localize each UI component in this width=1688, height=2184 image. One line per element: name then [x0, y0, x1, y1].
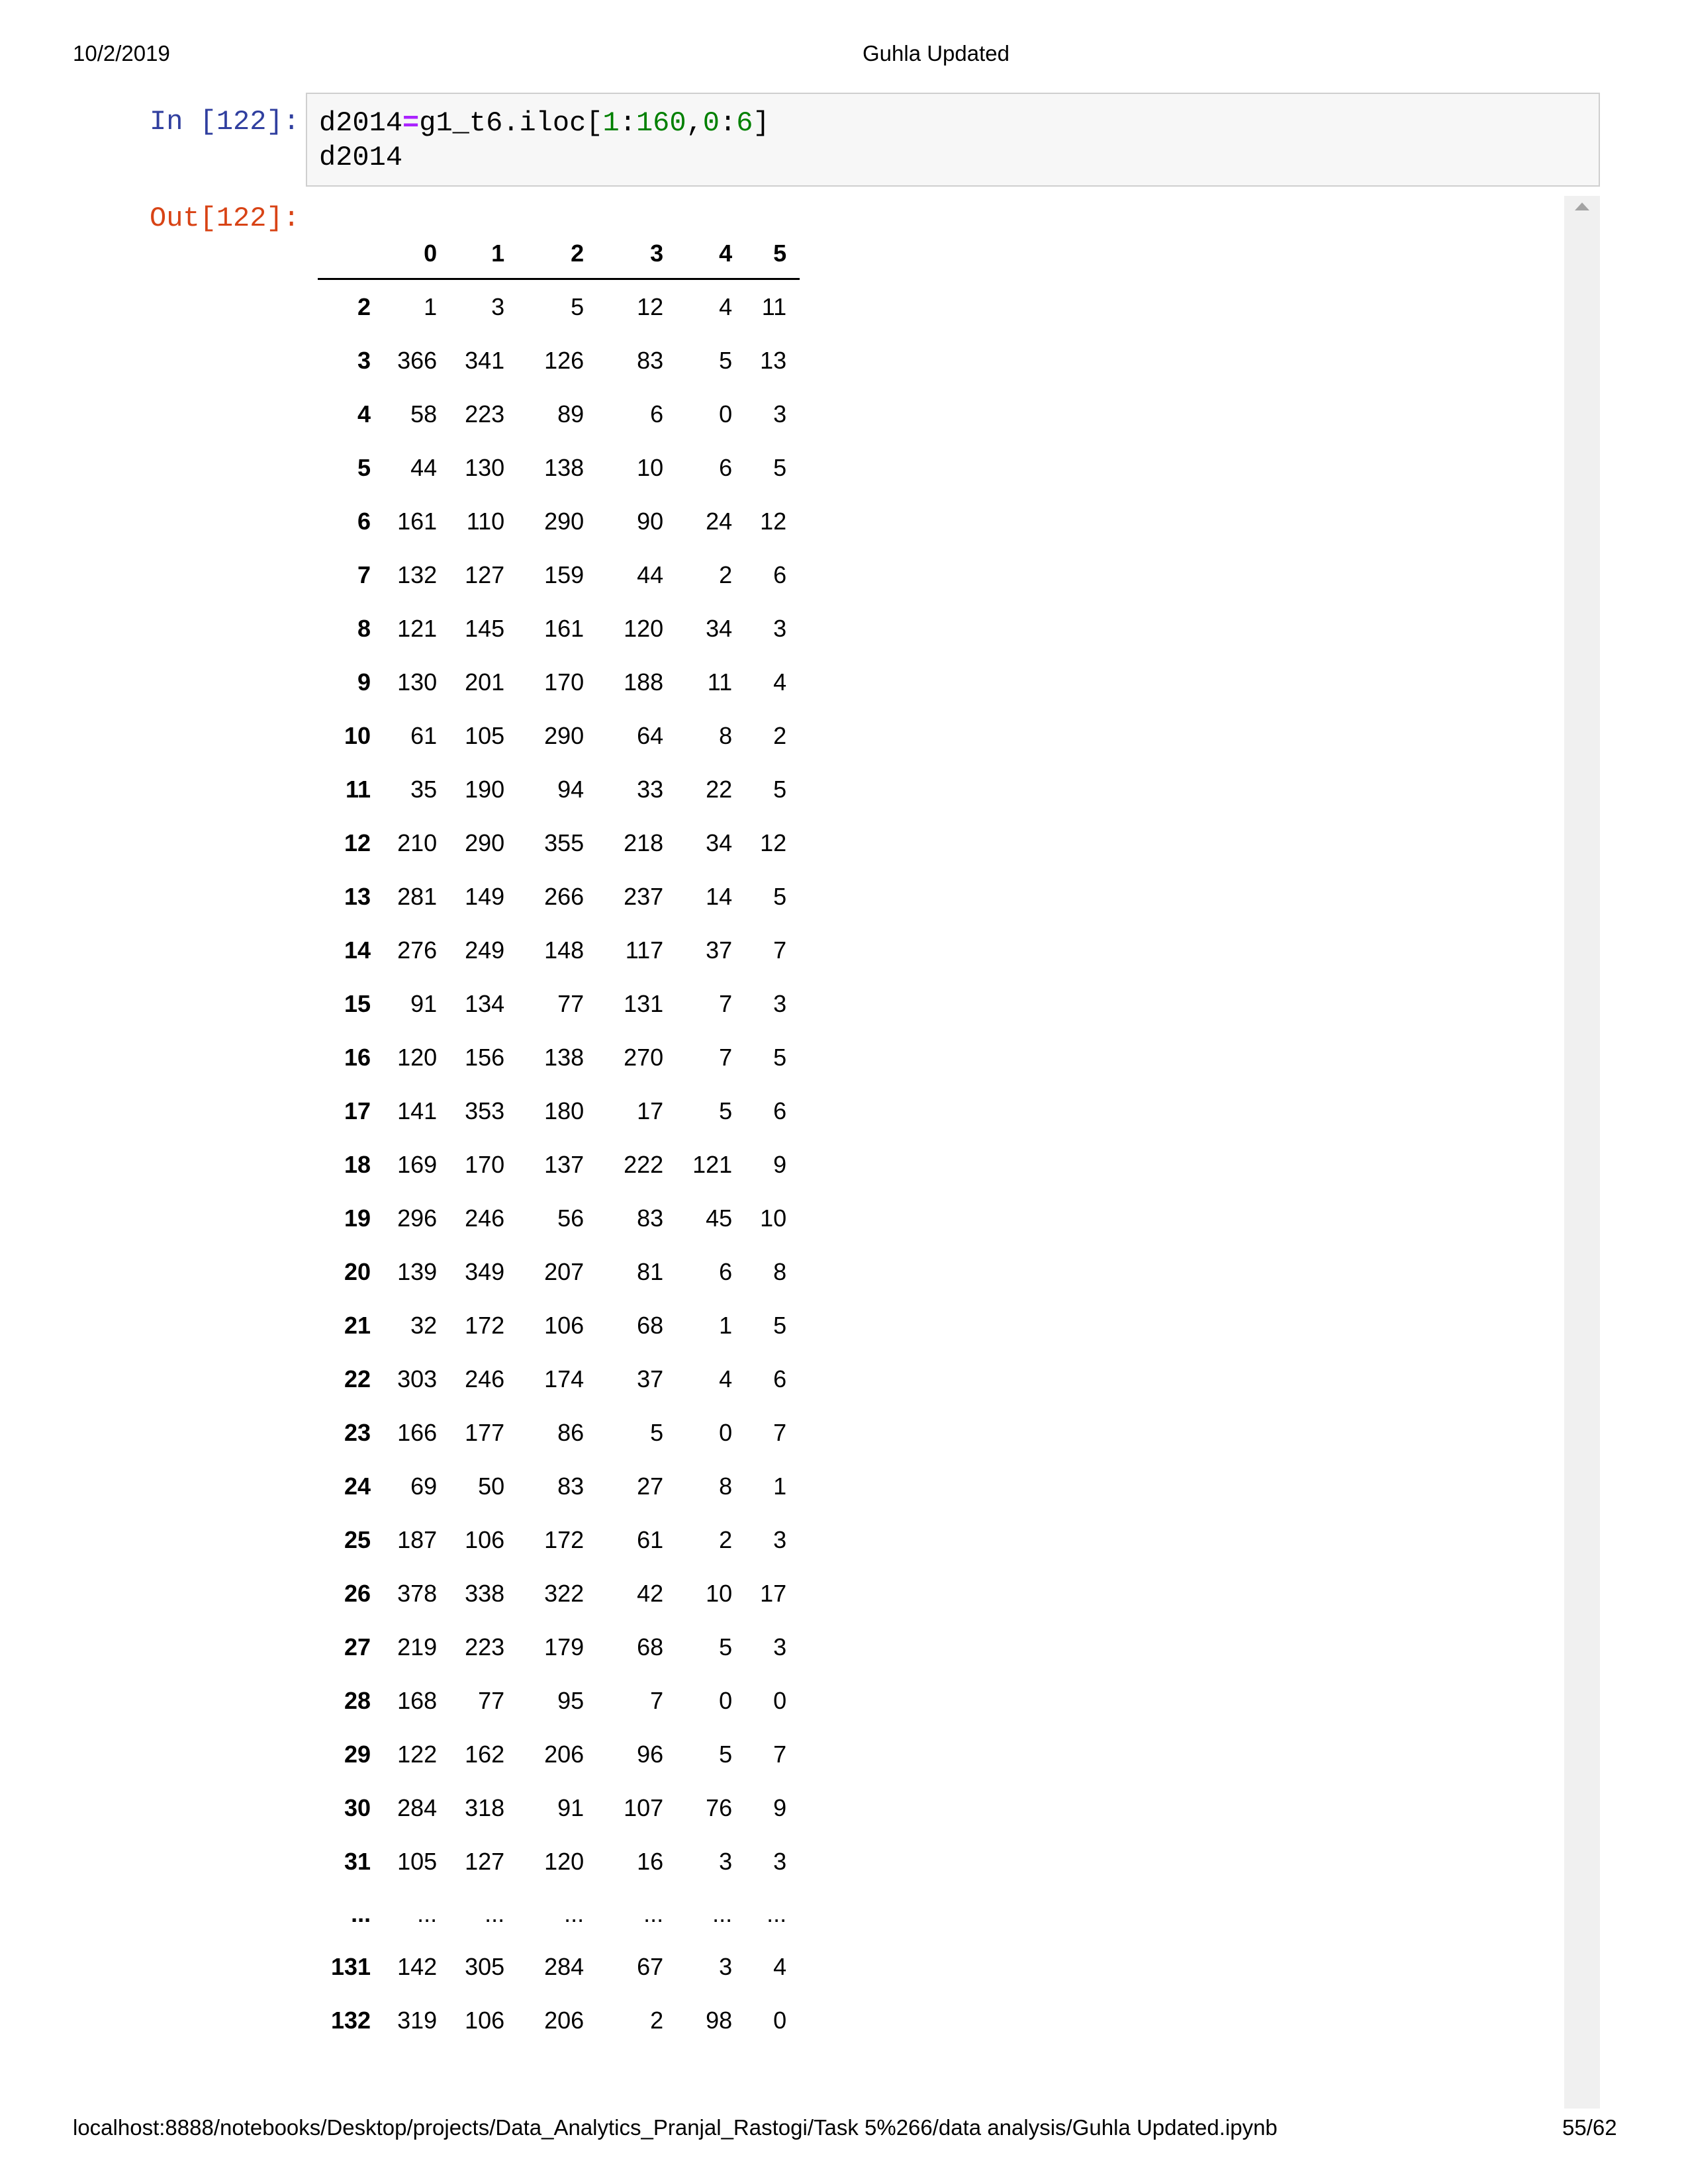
table-cell: 3	[719, 1952, 733, 1980]
table-row	[318, 1406, 800, 1459]
table-cell: 121	[397, 614, 438, 642]
table-cell: 142	[397, 1952, 438, 1980]
table-cell: 161	[397, 507, 438, 535]
table-cell: 6	[773, 1365, 787, 1392]
table-cell: 91	[410, 989, 438, 1017]
table-cell: 4	[719, 293, 733, 320]
row-index: 17	[344, 1097, 371, 1124]
table-cell: 7	[650, 1686, 664, 1714]
table-cell: 206	[544, 1740, 585, 1768]
table-cell: 139	[397, 1257, 438, 1285]
table-cell: 5	[650, 1418, 664, 1446]
table-row	[318, 1084, 800, 1138]
table-cell: 27	[637, 1472, 664, 1500]
table-cell: 68	[637, 1633, 664, 1661]
table-cell: 89	[557, 400, 585, 428]
table-cell: 120	[544, 1847, 585, 1875]
table-cell: 0	[719, 400, 733, 428]
table-cell: 106	[465, 2006, 505, 2034]
table-cell: 284	[397, 1794, 438, 1821]
table-cell: 37	[637, 1365, 664, 1392]
table-cell: 106	[465, 1525, 505, 1553]
page-number: 55/62	[1562, 2115, 1617, 2140]
table-cell: 32	[410, 1311, 438, 1339]
table-cell: 9	[773, 1150, 787, 1178]
table-cell: 68	[637, 1311, 664, 1339]
table-row	[318, 1620, 800, 1674]
table-cell: 7	[719, 1043, 733, 1071]
table-cell: 83	[637, 346, 664, 374]
table-cell: 42	[637, 1579, 664, 1607]
index-header	[318, 229, 384, 279]
table-cell: 5	[719, 1097, 733, 1124]
table-cell: 2	[773, 721, 787, 749]
row-index: 21	[344, 1311, 371, 1339]
scroll-up-arrow-icon[interactable]	[1575, 203, 1589, 210]
table-cell: 86	[557, 1418, 585, 1446]
ellipsis-row	[318, 1888, 800, 1940]
table-cell: 81	[637, 1257, 664, 1285]
table-cell: 3	[773, 1525, 787, 1553]
table-cell: 172	[544, 1525, 585, 1553]
table-cell: 296	[397, 1204, 438, 1232]
table-cell: 94	[557, 775, 585, 803]
table-cell: 223	[465, 1633, 505, 1661]
table-row	[318, 870, 800, 923]
table-cell: 237	[624, 882, 664, 910]
table-cell: 127	[465, 1847, 505, 1875]
table-cell: ...	[564, 1900, 585, 1927]
print-date: 10/2/2019	[73, 41, 170, 66]
row-index: 11	[346, 775, 371, 803]
table-cell: 138	[544, 453, 585, 481]
footer-url: localhost:8888/notebooks/Desktop/projects/Data_Analytics_Pranjal_Rastogi/Task 5%266/data analysis/Guhla Updated.ipynb	[73, 2115, 1278, 2140]
table-cell: ...	[417, 1900, 438, 1927]
code-token: g1_t6.iloc[	[419, 107, 603, 139]
table-body	[318, 279, 800, 2048]
table-cell: ...	[767, 1900, 787, 1927]
table-cell: 1	[424, 293, 438, 320]
code-token-operator: =	[402, 107, 420, 139]
table-cell: 98	[706, 2006, 733, 2034]
table-cell: 6	[773, 561, 787, 588]
table-cell: 2	[719, 1525, 733, 1553]
table-cell: 5	[773, 1311, 787, 1339]
table-row	[318, 1835, 800, 1888]
table-row	[318, 762, 800, 816]
table-cell: 1	[719, 1311, 733, 1339]
table-cell: 5	[719, 346, 733, 374]
table-cell: 305	[465, 1952, 505, 1980]
table-cell: 207	[544, 1257, 585, 1285]
table-row	[318, 1352, 800, 1406]
table-cell: 91	[557, 1794, 585, 1821]
table-row	[318, 494, 800, 548]
table-cell: 120	[624, 614, 664, 642]
table-row	[318, 279, 800, 334]
table-cell: 319	[397, 2006, 438, 2034]
table-row	[318, 1513, 800, 1567]
table-cell: 105	[465, 721, 505, 749]
table-cell: 138	[544, 1043, 585, 1071]
table-cell: 3	[773, 1847, 787, 1875]
table-cell: 58	[410, 400, 438, 428]
table-cell: 166	[397, 1418, 438, 1446]
table-cell: 64	[637, 721, 664, 749]
code-token: ]	[753, 107, 770, 139]
table-row	[318, 709, 800, 762]
table-cell: 34	[706, 614, 733, 642]
table-row	[318, 1727, 800, 1781]
table-cell: 61	[637, 1525, 664, 1553]
table-row	[318, 1030, 800, 1084]
table-cell: 318	[465, 1794, 505, 1821]
table-cell: 179	[544, 1633, 585, 1661]
table-cell: 7	[773, 936, 787, 964]
code-token-number: 0	[702, 107, 720, 139]
table-cell: 95	[557, 1686, 585, 1714]
row-index: 10	[344, 721, 371, 749]
row-index: 20	[344, 1257, 371, 1285]
table-cell: 77	[557, 989, 585, 1017]
table-cell: 44	[637, 561, 664, 588]
input-prompt: In [122]:	[150, 106, 300, 138]
table-cell: 353	[465, 1097, 505, 1124]
table-cell: 219	[397, 1633, 438, 1661]
row-index: 28	[344, 1686, 371, 1714]
table-cell: 322	[544, 1579, 585, 1607]
table-row	[318, 1298, 800, 1352]
column-header: 3	[597, 229, 677, 279]
table-cell: 132	[397, 561, 438, 588]
row-index: 15	[344, 989, 371, 1017]
output-prompt: Out[122]:	[150, 203, 300, 234]
table-cell: 117	[625, 936, 664, 964]
table-cell: 7	[773, 1740, 787, 1768]
table-row	[318, 1191, 800, 1245]
row-index: 29	[344, 1740, 371, 1768]
table-row	[318, 1674, 800, 1727]
row-index: 16	[344, 1043, 371, 1071]
column-header: 4	[677, 229, 745, 279]
table-cell: 210	[397, 829, 438, 856]
table-cell: 127	[465, 561, 505, 588]
table-cell: 3	[773, 1633, 787, 1661]
row-index: 23	[344, 1418, 371, 1446]
table-cell: 0	[773, 1686, 787, 1714]
table-cell: 11	[707, 668, 733, 696]
row-index: 13	[344, 882, 371, 910]
table-cell: 35	[410, 775, 438, 803]
table-cell: 201	[465, 668, 505, 696]
table-cell: 37	[706, 936, 733, 964]
table-cell: 246	[465, 1365, 505, 1392]
table-cell: 10	[760, 1204, 787, 1232]
code-line-1	[319, 106, 1587, 140]
table-cell: 156	[465, 1043, 505, 1071]
table-cell: 378	[397, 1579, 438, 1607]
table-cell: 44	[410, 453, 438, 481]
table-cell: 290	[544, 721, 585, 749]
column-header: 2	[518, 229, 597, 279]
table-cell: 3	[773, 614, 787, 642]
table-cell: 10	[706, 1579, 733, 1607]
table-cell: 5	[773, 775, 787, 803]
table-cell: 168	[397, 1686, 438, 1714]
table-cell: 2	[719, 561, 733, 588]
table-cell: 137	[544, 1150, 585, 1178]
table-cell: 17	[760, 1579, 787, 1607]
code-token: :	[720, 107, 737, 139]
table-cell: ...	[643, 1900, 664, 1927]
table-cell: 24	[706, 507, 733, 535]
column-header: 0	[384, 229, 450, 279]
table-row	[318, 387, 800, 441]
row-index: 31	[344, 1847, 371, 1875]
table-cell: 16	[637, 1847, 664, 1875]
table-cell: ...	[712, 1900, 733, 1927]
table-cell: 10	[637, 453, 664, 481]
table-cell: 13	[760, 346, 787, 374]
table-cell: 17	[637, 1097, 664, 1124]
table-cell: 5	[773, 453, 787, 481]
column-header: 5	[745, 229, 800, 279]
page-title: Guhla Updated	[863, 41, 1009, 66]
row-index: 26	[344, 1579, 371, 1607]
row-index: 5	[357, 453, 371, 481]
table-cell: 177	[465, 1418, 505, 1446]
table-cell: 0	[719, 1418, 733, 1446]
output-scrollbar[interactable]	[1564, 196, 1600, 2109]
table-cell: 12	[760, 829, 787, 856]
table-cell: 187	[397, 1525, 438, 1553]
table-row	[318, 1993, 800, 2047]
table-cell: 34	[706, 829, 733, 856]
table-cell: 6	[773, 1097, 787, 1124]
table-cell: 290	[544, 507, 585, 535]
table-cell: 90	[637, 507, 664, 535]
table-cell: 0	[719, 1686, 733, 1714]
table-cell: 50	[478, 1472, 505, 1500]
table-cell: 149	[465, 882, 505, 910]
row-index: 12	[344, 829, 371, 856]
row-index: 3	[357, 346, 371, 374]
table-row	[318, 1245, 800, 1298]
table-cell: 7	[719, 989, 733, 1017]
table-cell: 172	[465, 1311, 505, 1339]
table-cell: 266	[544, 882, 585, 910]
row-index: 25	[344, 1525, 371, 1553]
table-cell: 61	[410, 721, 438, 749]
row-index: 132	[331, 2006, 371, 2034]
table-cell: 5	[773, 882, 787, 910]
table-cell: 56	[557, 1204, 585, 1232]
table-row	[318, 655, 800, 709]
table-cell: 145	[465, 614, 505, 642]
table-cell: 8	[773, 1257, 787, 1285]
table-cell: 6	[719, 1257, 733, 1285]
table-row	[318, 1940, 800, 1993]
code-token: :	[619, 107, 636, 139]
table-cell: 169	[397, 1150, 438, 1178]
table-cell: 8	[719, 1472, 733, 1500]
table-cell: 2	[650, 2006, 664, 2034]
table-cell: 3	[773, 400, 787, 428]
table-cell: 174	[544, 1365, 585, 1392]
row-index: 27	[344, 1633, 371, 1661]
row-index: 30	[344, 1794, 371, 1821]
table-cell: 3	[491, 293, 505, 320]
table-cell: 6	[719, 453, 733, 481]
row-index: 7	[357, 561, 371, 588]
table-cell: 107	[624, 1794, 664, 1821]
table-cell: 131	[624, 989, 664, 1017]
code-line-2: d2014	[319, 142, 403, 173]
table-cell: 206	[544, 2006, 585, 2034]
table-cell: 69	[410, 1472, 438, 1500]
table-cell: 4	[719, 1365, 733, 1392]
table-cell: 188	[624, 668, 664, 696]
table-cell: 83	[637, 1204, 664, 1232]
table-cell: 0	[773, 2006, 787, 2034]
table-cell: 130	[465, 453, 505, 481]
table-row	[318, 548, 800, 602]
code-token: d2014	[319, 107, 403, 139]
table-row	[318, 1567, 800, 1620]
table-cell: 5	[719, 1740, 733, 1768]
table-cell: 303	[397, 1365, 438, 1392]
table-cell: 4	[773, 1952, 787, 1980]
table-cell: 122	[397, 1740, 438, 1768]
table-cell: 106	[544, 1311, 585, 1339]
table-cell: 141	[397, 1097, 438, 1124]
table-cell: 270	[624, 1043, 664, 1071]
table-cell: 130	[397, 668, 438, 696]
table-cell: 222	[624, 1150, 664, 1178]
table-cell: 9	[773, 1794, 787, 1821]
table-cell: 180	[544, 1097, 585, 1124]
table-header-row	[318, 229, 800, 279]
table-cell: 76	[706, 1794, 733, 1821]
table-cell: 5	[773, 1043, 787, 1071]
table-cell: 349	[465, 1257, 505, 1285]
table-cell: 341	[465, 346, 505, 374]
table-cell: 5	[719, 1633, 733, 1661]
table-cell: 276	[397, 936, 438, 964]
table-cell: 6	[650, 400, 664, 428]
table-cell: 67	[637, 1952, 664, 1980]
table-cell: 7	[773, 1418, 787, 1446]
table-row	[318, 1138, 800, 1191]
row-index: 8	[357, 614, 371, 642]
table-cell: 8	[719, 721, 733, 749]
table-cell: 14	[706, 882, 733, 910]
table-cell: 162	[465, 1740, 505, 1768]
table-cell: 281	[397, 882, 438, 910]
table-cell: 284	[544, 1952, 585, 1980]
table-cell: 12	[637, 293, 664, 320]
table-cell: 1	[773, 1472, 787, 1500]
table-row	[318, 816, 800, 870]
table-cell: 159	[544, 561, 585, 588]
table-cell: 223	[465, 400, 505, 428]
table-cell: 45	[706, 1204, 733, 1232]
row-index: 6	[357, 507, 371, 535]
table-cell: 120	[397, 1043, 438, 1071]
table-cell: 161	[544, 614, 585, 642]
table-row	[318, 977, 800, 1030]
code-cell-editor[interactable]	[306, 93, 1600, 187]
table-cell: 11	[761, 293, 787, 320]
table-cell: 33	[637, 775, 664, 803]
table-cell: 126	[544, 346, 585, 374]
row-index: 4	[357, 400, 371, 428]
table-cell: 170	[465, 1150, 505, 1178]
table-cell: 3	[773, 989, 787, 1017]
table-cell: 134	[465, 989, 505, 1017]
table-cell: 170	[544, 668, 585, 696]
row-index: 18	[344, 1150, 371, 1178]
table-cell: 22	[706, 775, 733, 803]
table-cell: 355	[544, 829, 585, 856]
table-cell: 290	[465, 829, 505, 856]
row-index: 14	[344, 936, 371, 964]
output-area[interactable]	[306, 196, 1600, 2109]
column-header: 1	[450, 229, 518, 279]
table-cell: ...	[485, 1900, 505, 1927]
row-index: ...	[351, 1900, 371, 1927]
table-cell: 4	[773, 668, 787, 696]
table-cell: 338	[465, 1579, 505, 1607]
table-cell: 96	[637, 1740, 664, 1768]
table-cell: 3	[719, 1847, 733, 1875]
code-token: ,	[686, 107, 703, 139]
table-cell: 121	[692, 1150, 733, 1178]
table-cell: 12	[760, 507, 787, 535]
code-token-number: 1	[602, 107, 620, 139]
row-index: 9	[357, 668, 371, 696]
code-token-number: 160	[635, 107, 686, 139]
table-cell: 77	[478, 1686, 505, 1714]
table-cell: 148	[544, 936, 585, 964]
row-index: 22	[344, 1365, 371, 1392]
table-cell: 190	[465, 775, 505, 803]
table-cell: 366	[397, 346, 438, 374]
table-cell: 105	[397, 1847, 438, 1875]
table-cell: 218	[624, 829, 664, 856]
row-index: 19	[344, 1204, 371, 1232]
table-cell: 246	[465, 1204, 505, 1232]
table-cell: 5	[571, 293, 585, 320]
table-cell: 110	[466, 507, 505, 535]
code-token-number: 6	[736, 107, 753, 139]
table-row	[318, 441, 800, 494]
dataframe-table	[318, 229, 800, 2047]
table-row	[318, 923, 800, 977]
table-row	[318, 1459, 800, 1513]
row-index: 2	[357, 293, 371, 320]
row-index: 131	[331, 1952, 371, 1980]
table-cell: 249	[465, 936, 505, 964]
table-row	[318, 334, 800, 387]
row-index: 24	[344, 1472, 371, 1500]
table-row	[318, 1781, 800, 1835]
table-row	[318, 602, 800, 655]
table-cell: 83	[557, 1472, 585, 1500]
